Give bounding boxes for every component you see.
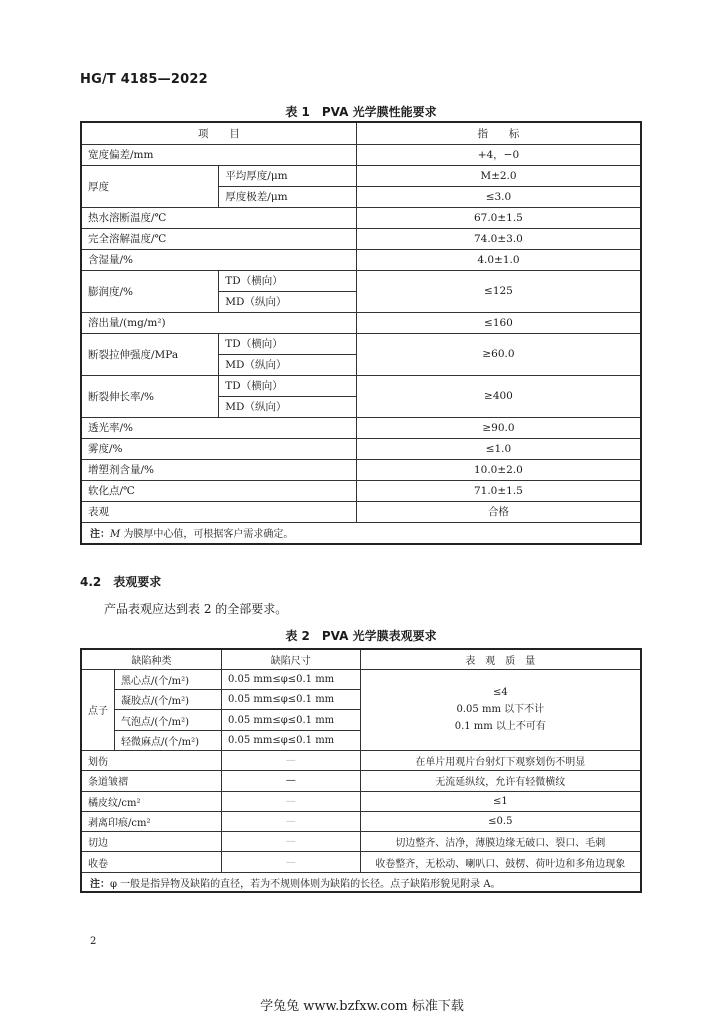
table-row: [81, 480, 641, 501]
row-label: 完全溶解温度/℃: [81, 228, 356, 249]
defect-size: —: [221, 750, 360, 770]
table-row: [81, 144, 641, 165]
row-value: +4，−0: [356, 144, 641, 165]
dots-quality-line: 0.05 mm 以下不计: [456, 704, 545, 716]
defect-size: —: [221, 832, 360, 852]
table-row: [81, 771, 641, 791]
header-item: 项 目: [81, 122, 356, 144]
defect-quality: ≤1: [360, 791, 641, 811]
table-row: [81, 459, 641, 480]
row-value: ≥90.0: [356, 417, 641, 438]
defect-type: 条道皱褶: [81, 771, 221, 791]
row-label: 溶出量/(mg/m²): [81, 312, 356, 333]
table-header-row: [81, 649, 641, 669]
defect-size: 0.05 mm≤φ≤0.1 mm: [221, 690, 360, 710]
note-prefix: 注：: [90, 878, 110, 890]
dots-quality: [360, 669, 641, 750]
header-type: 缺陷种类: [81, 649, 221, 669]
table-row: [81, 811, 641, 831]
performance-table: [80, 121, 642, 545]
row-value: ≥400: [356, 375, 641, 417]
defect-quality: ≤0.5: [360, 811, 641, 831]
page-number: 2: [90, 936, 97, 947]
row-label: 断裂伸长率/%: [81, 375, 219, 417]
row-value: 合格: [356, 501, 641, 522]
row-label: 雾度/%: [81, 438, 356, 459]
defect-size: —: [221, 852, 360, 872]
section-number: 4.2: [80, 575, 102, 589]
table2-caption: 表 2 PVA 光学膜表观要求: [285, 629, 437, 643]
defect-size: 0.05 mm≤φ≤0.1 mm: [221, 710, 360, 730]
table-row: [81, 438, 641, 459]
defect-quality: 在单片用观片台射灯下观察划伤不明显: [360, 750, 641, 770]
section-title: 表观要求: [113, 575, 162, 589]
row-label: 增塑剂含量/%: [81, 459, 356, 480]
table-row: [81, 333, 641, 354]
table-row: [81, 375, 641, 396]
row-value: ≥60.0: [356, 333, 641, 375]
table-note: [81, 872, 641, 892]
row-value: 10.0±2.0: [356, 459, 641, 480]
note-text: 为膜厚中心值，可根据客户需求确定。: [120, 529, 294, 541]
table-row: [81, 312, 641, 333]
defect-type: 橘皮纹/cm²: [81, 791, 221, 811]
defect-size: —: [221, 811, 360, 831]
defect-name: 黑心点/(个/m²): [115, 669, 222, 689]
sub-label: 平均厚度/μm: [219, 165, 357, 186]
row-value: ≤1.0: [356, 438, 641, 459]
defect-type: 剥离印痕/cm²: [81, 811, 221, 831]
table-row: [81, 791, 641, 811]
section-heading: [80, 573, 161, 590]
table-row: [81, 417, 641, 438]
row-value: ≤3.0: [356, 186, 641, 207]
table-row: [81, 165, 641, 186]
sub-label: TD（横向）: [219, 333, 357, 354]
defect-quality: 收卷整齐，无松动、喇叭口、鼓楞、荷叶边和多角边现象: [360, 852, 641, 872]
table-row: [81, 832, 641, 852]
sub-label: TD（横向）: [219, 270, 357, 291]
row-label: 宽度偏差/mm: [81, 144, 356, 165]
table-row: [81, 228, 641, 249]
row-label: 软化点/℃: [81, 480, 356, 501]
row-value: 74.0±3.0: [356, 228, 641, 249]
table-note-row: [81, 522, 641, 544]
defect-name: 凝胶点/(个/m²): [115, 690, 222, 710]
row-label: 含湿量/%: [81, 249, 356, 270]
table-row: [81, 249, 641, 270]
table-note-row: [81, 872, 641, 892]
header-size: 缺陷尺寸: [221, 649, 360, 669]
dots-group-label: 点子: [81, 669, 115, 750]
table-row: [81, 750, 641, 770]
note-prefix: 注：: [90, 529, 110, 541]
row-label: 厚度: [81, 165, 219, 207]
row-label: 热水溶断温度/℃: [81, 207, 356, 228]
defect-name: 气泡点/(个/m²): [115, 710, 222, 730]
row-value: ≤160: [356, 312, 641, 333]
defect-quality: 切边整齐、洁净，薄膜边缘无破口、裂口、毛刺: [360, 832, 641, 852]
row-value: ≤125: [356, 270, 641, 312]
dots-quality-line: 0.1 mm 以上不可有: [454, 721, 546, 733]
table-note: [81, 522, 641, 544]
row-label: 表观: [81, 501, 356, 522]
row-value: M±2.0: [356, 165, 641, 186]
row-label: 断裂拉伸强度/MPa: [81, 333, 219, 375]
defect-name: 轻微麻点/(个/m²): [115, 730, 222, 750]
sub-label: MD（纵向）: [219, 291, 357, 312]
defect-size: —: [221, 791, 360, 811]
sub-label: MD（纵向）: [219, 354, 357, 375]
header-spec: 指 标: [356, 122, 641, 144]
sub-label: TD（横向）: [219, 375, 357, 396]
sub-label: 厚度极差/μm: [219, 186, 357, 207]
dots-quality-line: ≤4: [492, 687, 508, 699]
watermark-footer: 学兔兔 www.bzfxw.com 标准下载: [260, 999, 464, 1014]
note-text: φ 一般是指异物及缺陷的直径，若为不规则体则为缺陷的长径。点子缺陷形貌见附录 A。: [110, 878, 501, 890]
table-row: [81, 207, 641, 228]
table-header-row: [81, 122, 641, 144]
appearance-table: [80, 648, 642, 893]
row-value: 67.0±1.5: [356, 207, 641, 228]
note-variable: M: [110, 529, 121, 541]
table-row: [81, 501, 641, 522]
defect-type: 切边: [81, 832, 221, 852]
defect-size: 0.05 mm≤φ≤0.1 mm: [221, 730, 360, 750]
table-row: [81, 852, 641, 872]
body-paragraph: 产品表观应达到表 2 的全部要求。: [104, 602, 288, 616]
row-label: 透光率/%: [81, 417, 356, 438]
sub-label: MD（纵向）: [219, 396, 357, 417]
table-row: [81, 270, 641, 291]
defect-size: —: [221, 771, 360, 791]
row-label: 膨润度/%: [81, 270, 219, 312]
standard-code: HG/T 4185—2022: [80, 72, 208, 87]
defect-type: 收卷: [81, 852, 221, 872]
table1-caption: 表 1 PVA 光学膜性能要求: [285, 105, 437, 119]
defect-size: 0.05 mm≤φ≤0.1 mm: [221, 669, 360, 689]
row-value: 71.0±1.5: [356, 480, 641, 501]
header-quality: 表 观 质 量: [360, 649, 641, 669]
defect-quality: 无流延纵纹，允许有轻微横纹: [360, 771, 641, 791]
table-row: [81, 669, 641, 689]
row-value: 4.0±1.0: [356, 249, 641, 270]
defect-type: 划伤: [81, 750, 221, 770]
